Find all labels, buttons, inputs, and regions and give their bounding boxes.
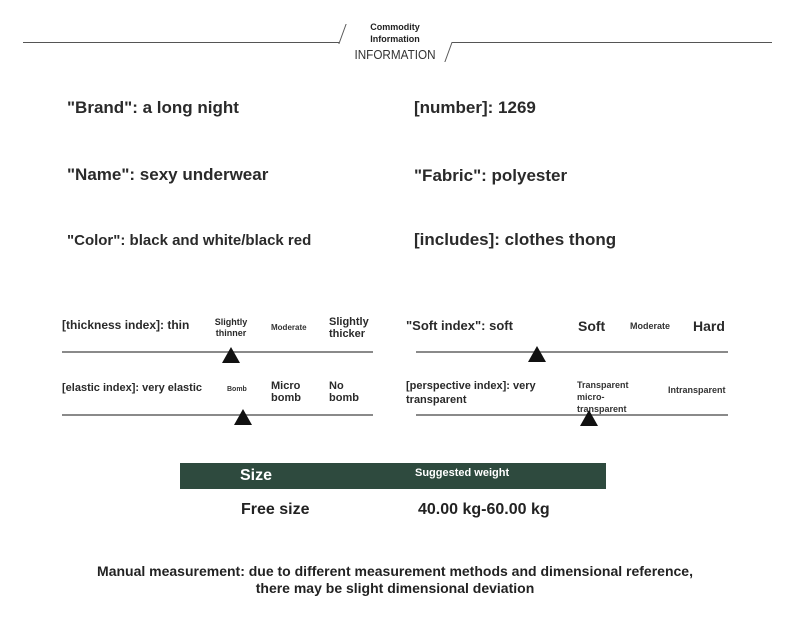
- elastic-marker-icon: [234, 409, 252, 425]
- thickness-scale-line: [62, 351, 373, 353]
- thickness-opt1-line1: Slightly: [214, 317, 248, 327]
- perspective-marker-icon: [580, 410, 598, 426]
- thickness-marker-icon: [222, 347, 240, 363]
- elastic-opt2-line1: Micro: [271, 380, 301, 392]
- perspective-index-label: [406, 379, 536, 407]
- perspective-opt1-line1: Transparent: [577, 380, 629, 390]
- attr-includes: [includes]: clothes thong: [414, 230, 617, 249]
- measurement-note-line1: Manual measurement: due to different measurement methods and dimensional reference,: [97, 563, 693, 579]
- attr-fabric: "Fabric": polyester: [414, 166, 568, 185]
- soft-opt-hard: Hard: [693, 318, 725, 334]
- perspective-opt1-line3: transparent: [577, 404, 627, 414]
- elastic-scale-line: [62, 414, 373, 416]
- header-title-line2: Information: [370, 34, 420, 44]
- elastic-opt2-line2: bomb: [271, 392, 301, 404]
- perspective-scale-line: [416, 414, 728, 416]
- soft-opt-moderate: Moderate: [630, 321, 671, 331]
- soft-marker-icon: [528, 346, 546, 362]
- weight-value: 40.00 kg-60.00 kg: [418, 501, 550, 518]
- soft-opt-soft: Soft: [578, 318, 606, 334]
- soft-scale-line: [416, 351, 728, 353]
- thickness-opt3-line2: thicker: [329, 328, 366, 340]
- size-table-header: [180, 463, 606, 489]
- thickness-opt-slightly-thicker: [329, 316, 369, 340]
- thickness-index-label: [thickness index]: thin: [62, 318, 190, 332]
- elastic-opt3-line2: bomb: [329, 392, 359, 404]
- thickness-opt-slightly-thinner: [212, 317, 250, 339]
- attr-number: [number]: 1269: [414, 98, 536, 117]
- elastic-index-label: [elastic index]: very elastic: [62, 382, 203, 394]
- perspective-opt1-line2: micro-: [577, 392, 605, 402]
- elastic-opt-bomb: Bomb: [227, 386, 247, 393]
- attr-color: "Color": black and white/black red: [67, 232, 312, 249]
- thickness-opt3-line1: Slightly: [329, 316, 369, 328]
- perspective-label-line1: [perspective index]: very: [406, 380, 536, 392]
- thickness-opt-moderate: Moderate: [271, 323, 307, 332]
- perspective-label-line2: transparent: [406, 394, 467, 406]
- elastic-opt-no-bomb: [329, 380, 359, 404]
- measurement-note-line2: there may be slight dimensional deviation: [255, 580, 535, 596]
- header-title-line3: INFORMATION: [354, 47, 436, 62]
- size-column-header: Size: [240, 467, 273, 484]
- header-title-line1: Commodity: [370, 22, 420, 32]
- size-value: Free size: [241, 501, 310, 518]
- header-rule-right: [452, 42, 772, 43]
- thickness-opt1-line2: thinner: [215, 328, 247, 338]
- weight-column-header: Suggested weight: [415, 467, 510, 479]
- perspective-opt-intransparent: Intransparent: [668, 385, 726, 395]
- attr-name: "Name": sexy underwear: [67, 165, 269, 184]
- header-slash-right: [444, 42, 452, 62]
- attr-brand: "Brand": a long night: [67, 98, 239, 117]
- header-rule-left: [23, 42, 339, 43]
- elastic-opt3-line1: No: [329, 380, 344, 392]
- soft-index-label: "Soft index": soft: [406, 318, 513, 333]
- elastic-opt-micro-bomb: [271, 380, 301, 404]
